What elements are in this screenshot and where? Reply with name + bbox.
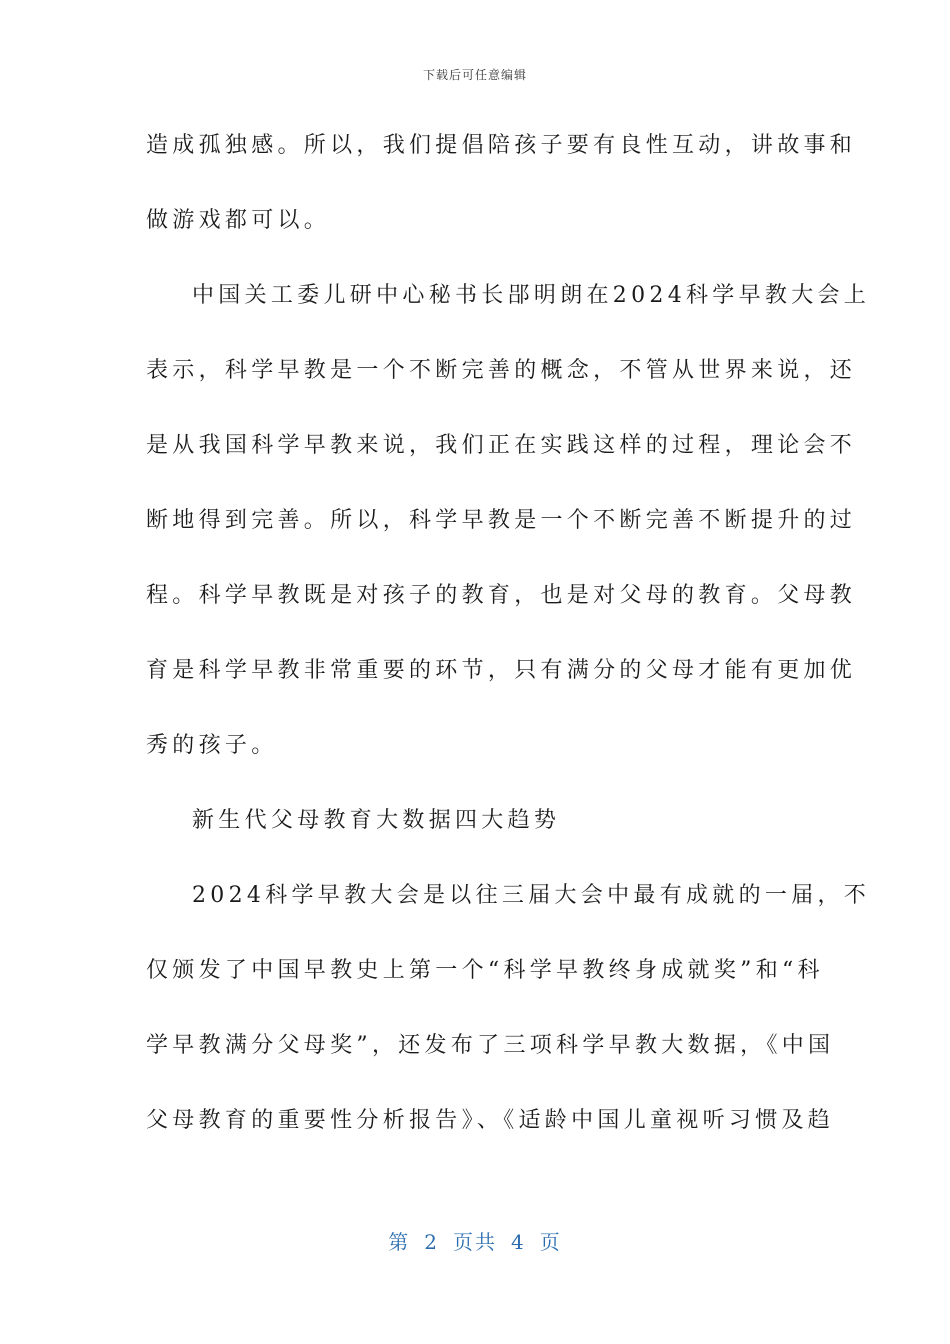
footer-total-pages: 4 — [511, 1230, 526, 1254]
paragraph-line: 2024科学早教大会是以往三届大会中最有成就的一届，不 — [192, 883, 871, 908]
paragraph-line: 程。科学早教既是对孩子的教育，也是对父母的教育。父母教 — [146, 583, 857, 608]
paragraph-line: 做游戏都可以。 — [146, 208, 331, 233]
paragraph-line: 断地得到完善。所以，科学早教是一个不断完善不断提升的过 — [146, 508, 857, 533]
paragraph-line: 是从我国科学早教来说，我们正在实践这样的过程，理论会不 — [146, 433, 857, 458]
paragraph-line: 仅颁发了中国早教史上第一个“科学早教终身成就奖”和“科 — [146, 958, 824, 983]
paragraph-line: 中国关工委儿研中心秘书长郘明朗在2024科学早教大会上 — [192, 283, 871, 308]
page-footer — [0, 1226, 950, 1255]
paragraph-line: 育是科学早教非常重要的环节，只有满分的父母才能有更加优 — [146, 658, 857, 683]
footer-middle: 页共 — [453, 1230, 497, 1254]
paragraph-line: 秀的孩子。 — [146, 733, 278, 758]
footer-page-number: 2 — [424, 1230, 439, 1254]
header-note: 下载后可任意编辑 — [422, 68, 527, 82]
paragraph-line: 学早教满分父母奖”，还发布了三项科学早教大数据，《中国 — [146, 1033, 835, 1058]
footer-suffix: 页 — [539, 1230, 562, 1254]
paragraph-line: 表示，科学早教是一个不断完善的概念，不管从世界来说，还 — [146, 358, 857, 383]
section-heading: 新生代父母教育大数据四大趋势 — [192, 808, 561, 833]
paragraph-line: 造成孤独感。所以，我们提倡陪孩子要有良性互动，讲故事和 — [146, 133, 857, 158]
paragraph-line: 父母教育的重要性分析报告》、《适龄中国儿童视听习惯及趋 — [146, 1108, 835, 1133]
footer-prefix: 第 — [388, 1230, 411, 1254]
